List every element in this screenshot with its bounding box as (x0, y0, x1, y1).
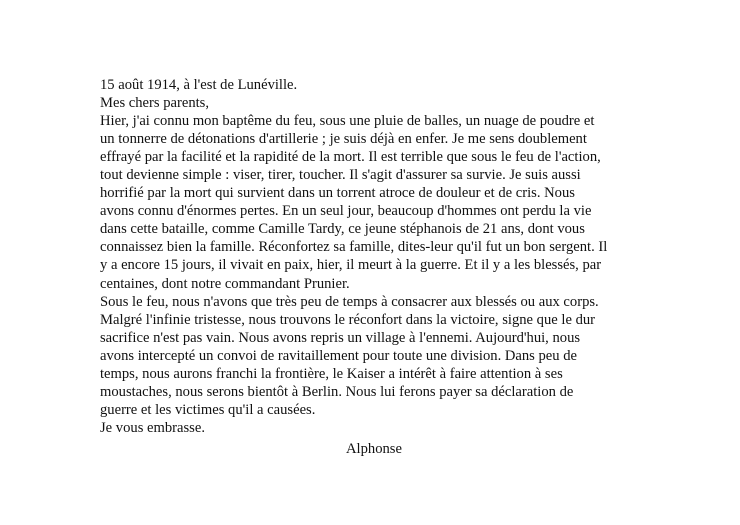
letter-line: Malgré l'infinie tristesse, nous trouvons le réconfort dans la victoire, signe que le dur (100, 311, 596, 328)
letter-line: un tonnerre de détonations d'artillerie ; je suis déjà en enfer. Je me sens doublement (100, 131, 587, 148)
letter-line: sacrifice n'est pas vain. Nous avons repris un village à l'ennemi. Aujourd'hui, nous (100, 329, 581, 346)
letter-line: dans cette bataille, comme Camille Tardy, ce jeune stéphanois de 21 ans, dont vous (100, 221, 585, 238)
salutation: Mes chers parents, (100, 95, 210, 112)
letter-line: connaissez bien la famille. Réconfortez sa famille, dites-leur qu'il fut un bon sergent. Il (100, 239, 608, 256)
closing-line: Je vous embrasse. (100, 419, 205, 436)
letter-line: temps, nous aurons franchi la frontière, le Kaiser a intérêt à faire attention à ses (100, 365, 563, 382)
letter-line: avons connu d'énormes pertes. En un seul jour, beaucoup d'hommes ont perdu la vie (100, 203, 592, 220)
letter-line: moustaches, nous serons bientôt à Berlin. Nous lui ferons payer sa déclaration de (100, 383, 574, 400)
date-line: 15 août 1914, à l'est de Lunéville. (100, 77, 298, 93)
letter-line: y a encore 15 jours, il vivait en paix, hier, il meurt à la guerre. Et il y a les blessés, par (100, 257, 602, 274)
letter-line: horrifié par la mort qui survient dans un torrent atroce de douleur et de cris. Nous (100, 185, 575, 202)
signature: Alphonse (346, 441, 402, 457)
letter-line: Sous le feu, nous n'avons que très peu de temps à consacrer aux blessés ou aux corps. (100, 293, 599, 310)
letter-line: avons intercepté un convoi de ravitaillement pour toute une division. Dans peu de (100, 347, 578, 364)
letter-line: tout devienne simple : viser, tirer, toucher. Il s'agit d'assurer sa survie. Je suis aussi (100, 167, 581, 184)
letter-body (100, 76, 660, 437)
letter-line: effrayé par la facilité et la rapidité de la mort. Il est terrible que sous le feu de l'action, (100, 149, 601, 166)
letter-line: guerre et les victimes qu'il a causées. (100, 401, 316, 418)
letter-line: Hier, j'ai connu mon baptême du feu, sous une pluie de balles, un nuage de poudre et (100, 113, 595, 130)
letter-line: centaines, dont notre commandant Prunier. (100, 275, 350, 292)
signature-block (0, 440, 740, 458)
